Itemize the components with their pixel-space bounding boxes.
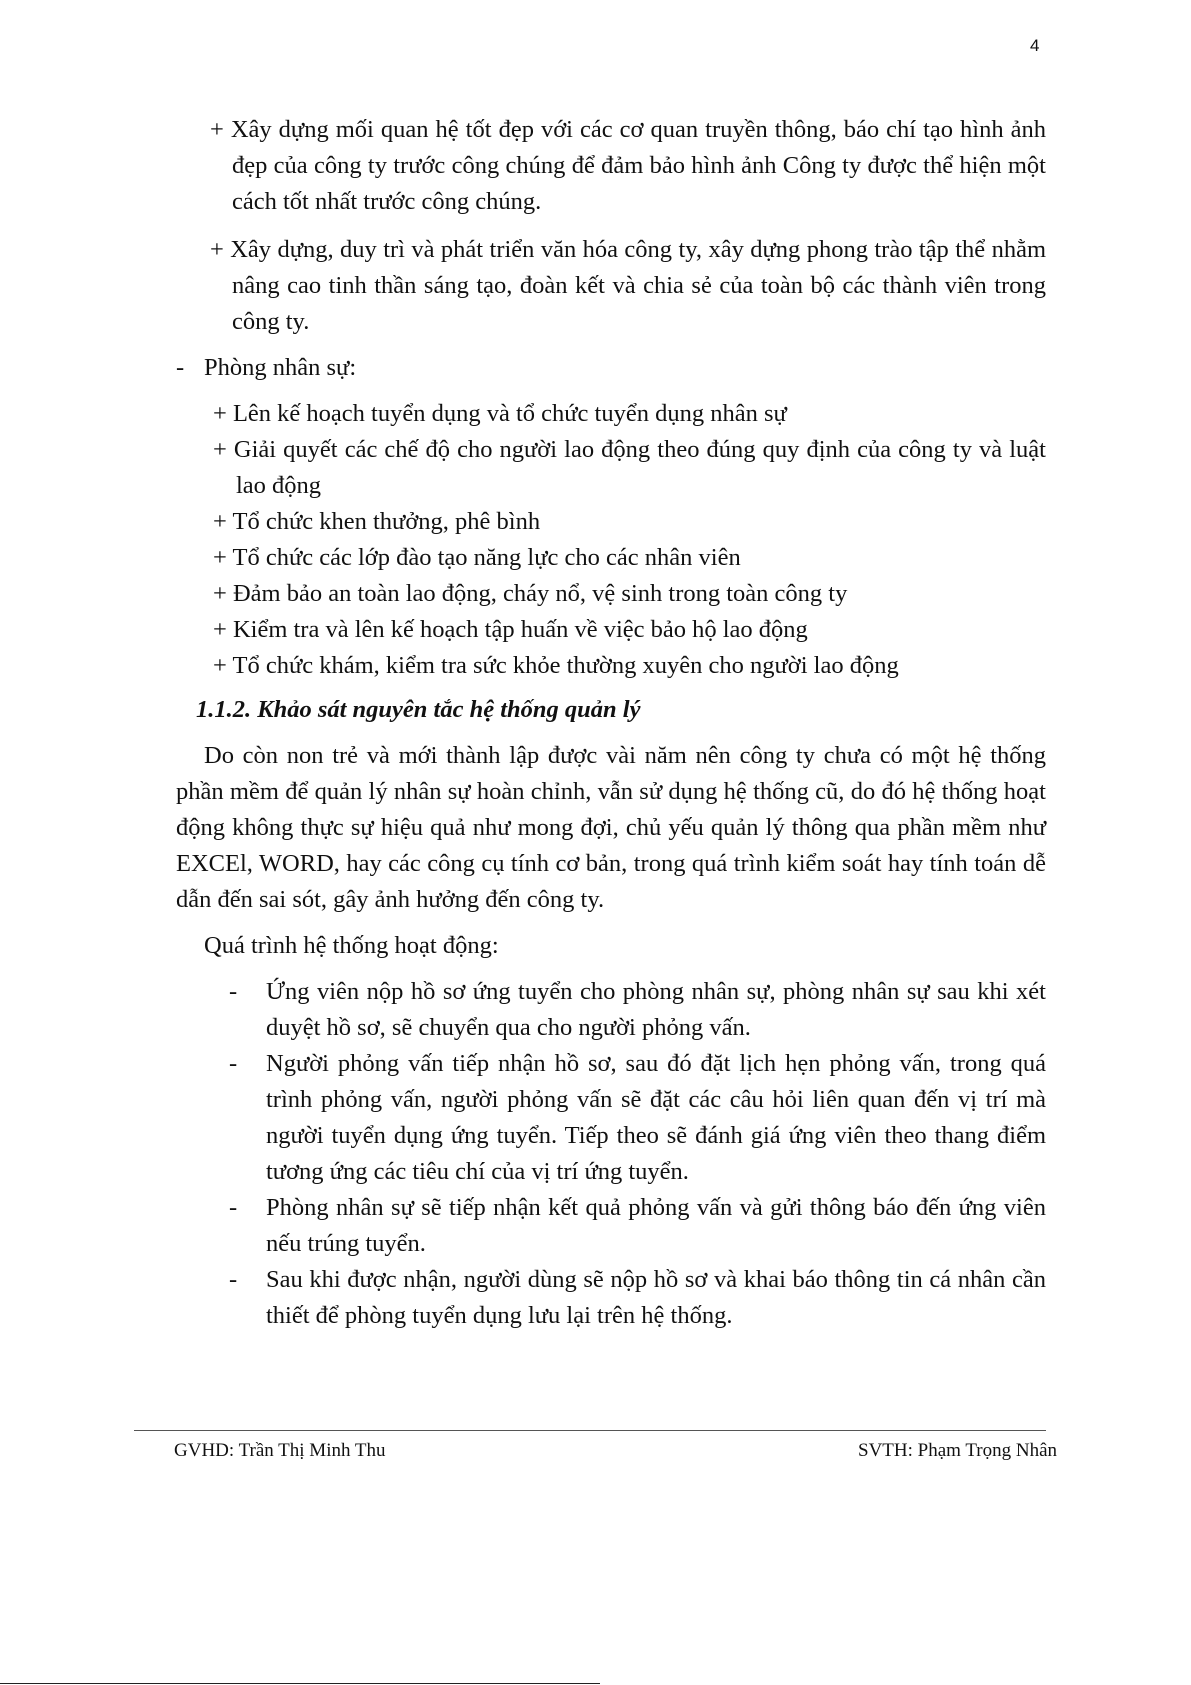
page-number: 4 [1030,36,1040,55]
process-step-text: Người phỏng vấn tiếp nhận hồ sơ, sau đó đặt lịch hẹn phỏng vấn, trong quá trình phỏng vấn, người phỏng vấn sẽ đặt các câu hỏi liên quan đến vị trí mà người tuyển dụng ứng tuyển. Tiếp theo sẽ đánh giá ứng viên theo thang điểm tương ứng các tiêu chí của vị trí ứng tuyển. [266,1050,1046,1185]
footer-advisor: GVHD: Trần Thị Minh Thu [174,1440,386,1461]
hr-department-heading [176,350,1046,386]
process-step [229,1046,1046,1190]
intro-item-text: + Xây dựng mối quan hệ tốt đẹp với các cơ quan truyền thông, báo chí tạo hình ảnh đẹp của công ty trước công chúng để đảm bảo hình ảnh Công ty được thể hiện một cách tốt nhất trước công chúng. [210,116,1046,215]
process-step-text: Ứng viên nộp hồ sơ ứng tuyển cho phòng nhân sự, phòng nhân sự sau khi xét duyệt hồ sơ, sẽ chuyển qua cho người phỏng vấn. [266,978,1046,1041]
hr-duty-item: + Kiểm tra và lên kế hoạch tập huấn về việc bảo hộ lao động [213,616,808,643]
process-step-list [229,974,1046,1334]
intro-item-text: + Xây dựng, duy trì và phát triển văn hóa công ty, xây dựng phong trào tập thể nhằm nâng cao tinh thần sáng tạo, đoàn kết và chia sẻ của toàn bộ các thành viên trong công ty. [210,236,1046,335]
process-step [229,974,1046,1046]
section-paragraph: Do còn non trẻ và mới thành lập được vài năm nên công ty chưa có một hệ thống phần mềm để quản lý nhân sự hoàn chỉnh, vẫn sử dụng hệ thống cũ, do đó hệ thống hoạt động không thực sự hiệu quả như mong đợi, chủ yếu quản lý thông qua phần mềm như EXCEl, WORD, hay các công cụ tính cơ bản, trong quá trình kiểm soát hay tính toán dễ dẫn đến sai sót, gây ảnh hưởng đến công ty. [176,742,1046,913]
intro-item-media-relations [176,112,1046,220]
dash-mark: - [229,1194,238,1221]
section-heading: 1.1.2. Khảo sát nguyên tắc hệ thống quản lý [196,696,641,723]
document-body [176,112,1046,1334]
hr-duty-item: + Giải quyết các chế độ cho người lao động theo đúng quy định của công ty và luật lao động [213,436,1046,499]
hr-duty-item: + Tổ chức các lớp đào tạo năng lực cho các nhân viên [213,544,741,571]
hr-duty-item: + Lên kế hoạch tuyển dụng và tổ chức tuyển dụng nhân sự [213,400,787,427]
footer-divider [134,1430,1046,1431]
intro-item-company-culture [176,232,1046,340]
hr-department-heading-text: Phòng nhân sự: [204,354,357,381]
process-intro: Quá trình hệ thống hoạt động: [204,932,499,959]
process-step-text: Phòng nhân sự sẽ tiếp nhận kết quả phỏng vấn và gửi thông báo đến ứng viên nếu trúng tuyển. [266,1194,1046,1257]
process-step-text: Sau khi được nhận, người dùng sẽ nộp hồ sơ và khai báo thông tin cá nhân cần thiết để phòng tuyển dụng lưu lại trên hệ thống. [266,1266,1046,1329]
dash-mark: - [229,1050,238,1077]
hr-duty-list [176,396,1046,684]
process-step [229,1262,1046,1334]
dash-mark: - [176,354,185,381]
hr-duty-item: + Đảm bảo an toàn lao động, cháy nổ, vệ sinh trong toàn công ty [213,580,848,607]
hr-duty-item: + Tổ chức khám, kiểm tra sức khỏe thường xuyên cho người lao động [213,652,899,679]
process-step [229,1190,1046,1262]
dash-mark: - [229,978,238,1005]
page-bottom-divider [0,1683,600,1684]
footer-student: SVTH: Phạm Trọng Nhân [858,1440,1057,1461]
hr-duty-item: + Tổ chức khen thưởng, phê bình [213,508,541,535]
dash-mark: - [229,1266,238,1293]
